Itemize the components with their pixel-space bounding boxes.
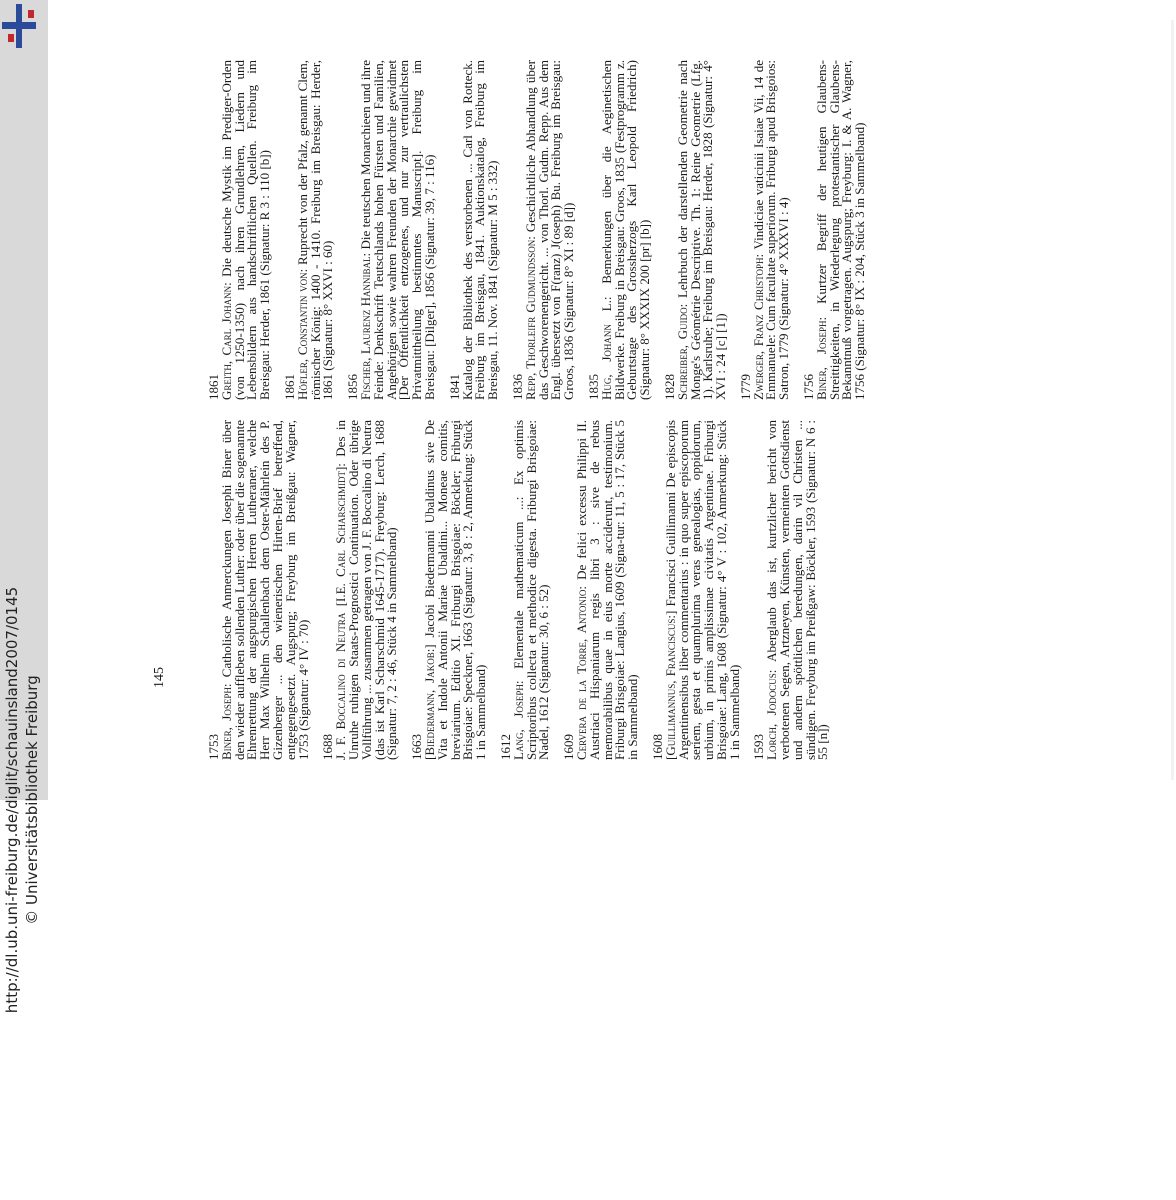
source-url[interactable]: http://dl.ub.uni-freiburg.de/diglit/schauinsland2007/0145 (3, 586, 21, 1014)
bibliography-entry (446, 60, 501, 400)
entry-text: Die teutschen Monarchieen und ihre Feinde: Denkschrift Teutschlands hohen Fürsten und Familien, Angehörigen sowie wahren Freunden der Monarchie gewidmet [Der Öffentlichkeit entzogenes, und nur zur vertraulichsten Privatmittheilung bestimmtes Manuscript]. Freiburg im Breisgau: [Dilger], 1856 (Signatur: 39, 7 : 116) (357, 59, 437, 400)
entry-year: 1835 (585, 374, 601, 400)
university-logo (2, 4, 42, 48)
bibliography-entry (661, 60, 729, 400)
entry-text: Katalog der Bibliothek des verstorbenen ... Carl von Rotteck. Freiburg im Breisgau, 1841. Auktionskatalog, Freiburg im Breisgau, 11. Nov. 1841 (Signatur: M 5 : 332) (459, 60, 501, 400)
entry-year: 1593 (751, 734, 767, 760)
entry-text: Jacobi Biedermanni Ubaldinus sive De Vita et Indole Antonii Mariae Ubaldini... Moneae comitis, breviarium. Editio XI. Friburgi Brisgoiae: Böckler; Friburgi Brisgoiae: Speckner, 1663 (Signatur: 3, 8 : 2, Anmerkung: Stück 1 in Sammelband) (421, 420, 489, 760)
entry-author: Biner, Joseph: (218, 683, 234, 760)
entry-text: Elementale mathematicum ...: Ex optimis Scriptoribus collecta et methodice digesta. Friburgi Brisgoiae: Nadel, 1612 (Signatur: 30, 6 : 52) (510, 419, 552, 760)
bibliography-entry (509, 60, 577, 400)
entry-text: Catholische Anmerckungen Josephi Biner über den wieder auffleben sollenden Luther: oder über die sogenannte Ehrenrettung der augspurgischen Herren Lutheraner, welche Herr Max Wilhelm Schallenbach dem Oster-Mährlein des P. Gizenberger ... den wienerischen Hirten-Brief betreffend, entgegengesetzt. Augspurg; Freyburg im Breißgau: Wagner, 1753 (Signatur: 4° IV : 70) (218, 420, 311, 760)
bibliography-entry (208, 420, 310, 760)
entry-author: Zwerger, Franz Christoph: (750, 253, 766, 400)
bibliography-entry (585, 59, 653, 400)
entry-year: 1753 (206, 734, 221, 760)
entry-year: 1856 (345, 374, 361, 400)
entry-year: 1828 (661, 374, 677, 400)
bibliography-entry (281, 59, 336, 400)
page-number: 145 (152, 667, 167, 688)
entry-year: 1836 (509, 374, 525, 400)
entry-author: Lang, Joseph: (510, 680, 526, 760)
entry-text: Aberglaub das ist, kurtzlicher bericht von verbotenen Segen, Artzneyen, Künsten, vermeinten Gottsdienst und andern spöttlichen beredungen, darin vil Christen ... sündigen. Freyburg im Preißgaw: Böckler, 1593 (Signatur: N 6 : 55 [n]) (764, 420, 831, 760)
page-edge (1171, 20, 1174, 780)
scanned-page (48, 0, 1176, 800)
entry-year: 1779 (737, 374, 753, 400)
entry-year: 1756 (801, 374, 817, 400)
bibliography-entry (208, 60, 272, 400)
entry-author: Greith, Carl Johann: (218, 282, 234, 400)
left-column (208, 60, 879, 400)
bibliography-entry (737, 59, 792, 400)
bibliography-entry (803, 60, 867, 400)
entry-text: De felici excessu Philippi II. Austriaci Hispaniarum regis libri 3 : sive de rebus memorabilibus quae in eius morte acciderunt, testimonium. Friburgi Brisgoiae: Langius, 1609 (Signa-tur: 11, 5 : 17, Stück 5 in Sammelband) (573, 420, 641, 760)
bibliography-entry (563, 420, 640, 760)
entry-text: Des in Unruhe ruhigen Staats-Prognostici Continuation. Oder übrige Vollführung ... zusammen getragen von J. F. Boccalino di Neutra (das ist Karl Scharschmid 1645-1717). Freyburg: Lerch, 1688 (Signatur: 7, 2 : 46, Stück 4 in Sammelband) (333, 419, 400, 760)
bibliography-entry (322, 420, 399, 760)
bibliography-entry (497, 419, 552, 760)
entry-text: Geschichtliche Abhandlung über das Geschworenengericht. ... von Thorl. Gudm. Repp. Aus dem Engl. übersetzt von F(ranz) J(oseph) Bu. Freiburg im Breisgau: Groos, 1836 (Signatur: 8° XI : 89 [d]) (522, 60, 577, 400)
entry-year: 1861 (206, 374, 221, 400)
entry-author: Fischer, Laurenz Hannibal: (357, 252, 373, 400)
entry-author: [Guillimannus, Franciscus:] (662, 610, 678, 760)
entry-author: Repp, Thorleifr Gudmundsson: (522, 236, 538, 400)
rotated-text-block (208, 60, 1108, 780)
entry-author: Lorch, Jodocus: (764, 669, 780, 760)
copyright-notice: © Universitätsbibliothek Freiburg (23, 675, 41, 925)
entry-text: Kurtzer Begriff der heutigen Glaubens-Streittigkeiten, in Wiederlegung protestantischer Glaubens-Bekanntnuß vorgetragen. Augspurg; Freyburg: I. & A. Wagner, 1756 (Signatur: 8° IX : 204, Stück 3 in Sammelband) (813, 60, 868, 400)
bibliography-entry (347, 60, 437, 400)
source-citation (2, 400, 42, 1200)
entry-author: Cervera de la Torre, Antonio: (573, 586, 589, 760)
entry-author: Hug, Johann L.: (598, 296, 614, 400)
viewer-sidebar (0, 0, 48, 1014)
entry-year: 1688 (320, 734, 336, 760)
entry-year: 1608 (649, 734, 665, 760)
right-column (208, 420, 842, 760)
bibliography-entry (649, 420, 742, 760)
entry-text: Francisci Guillimanni De episcopis Argentinensibus liber commentarius : in quo super episcoporum seriem, gesta et quamplurima veras genealogias, oppidorum, urbium, in primis amplissimae civitatis Argentinae. Friburgi Brisgoiae: Lang, 1608 (Signatur: 4° V : 102, Anmerkung: Stück 1 in Sammelband) (662, 420, 742, 760)
entry-author: Schreiber, Guido: (674, 303, 690, 400)
entry-text: Bemerkungen über die Aeginetischen Bildwerke. Freiburg in Breisgau: Groos, 1835 (Festprogramm z. Geburtstage des Grossherzogs Karl Leopold Friedrich) (Signatur: 8° XXXIX 200 [pr] [b]) (598, 59, 653, 400)
entry-author: Höfler, Constantin von: (294, 268, 310, 400)
entry-author: J. F. Boccalino di Neutra [I.E. Carl Scharschmidt]: (333, 463, 349, 760)
entry-year: 1612 (497, 734, 513, 760)
entry-text: Die deutsche Mystik im Prediger-Orden (von 1250-1350) nach ihren Grundlehren, Liedern und Lebensbildern aus handschriftlichen Quellen. Freiburg im Breisgau: Herder, 1861 (Signatur: R 3 : 110 [b]) (218, 60, 273, 400)
bibliography-entry (411, 420, 488, 760)
entry-text: Lehrbuch der darstellenden Geometrie nach Monge's Géométrie Descriptive. Th. 1: Reine Geometrie (Lfg. 1). Karlsruhe; Freiburg im Breisgau: Herder, 1828 (Signatur: 4° XVI : 24 [c] [1]) (674, 60, 729, 400)
entry-text: Ruprecht von der Pfalz, genannt Clem, römischer König: 1400 - 1410. Freiburg im Breisgau: Herder, 1861 (Signatur: 8° XXVI : 60) (294, 59, 336, 400)
bibliography-entry (753, 420, 830, 760)
entry-year: 1609 (561, 734, 577, 760)
entry-year: 1861 (281, 374, 297, 400)
entry-year: 1841 (446, 374, 462, 400)
entry-author: [Biedermann, Jakob:] (421, 644, 437, 760)
entry-year: 1663 (409, 734, 425, 760)
entry-text: Vindiciae vaticinii Isaiae Vii, 14 de Emmanuele: Cum facultate superiorum. Friburgi apud Brisgoios: Satron, 1779 (Signatur: 4° XXXVI : 4) (750, 59, 792, 400)
entry-author: Biner, Joseph: (813, 316, 829, 400)
